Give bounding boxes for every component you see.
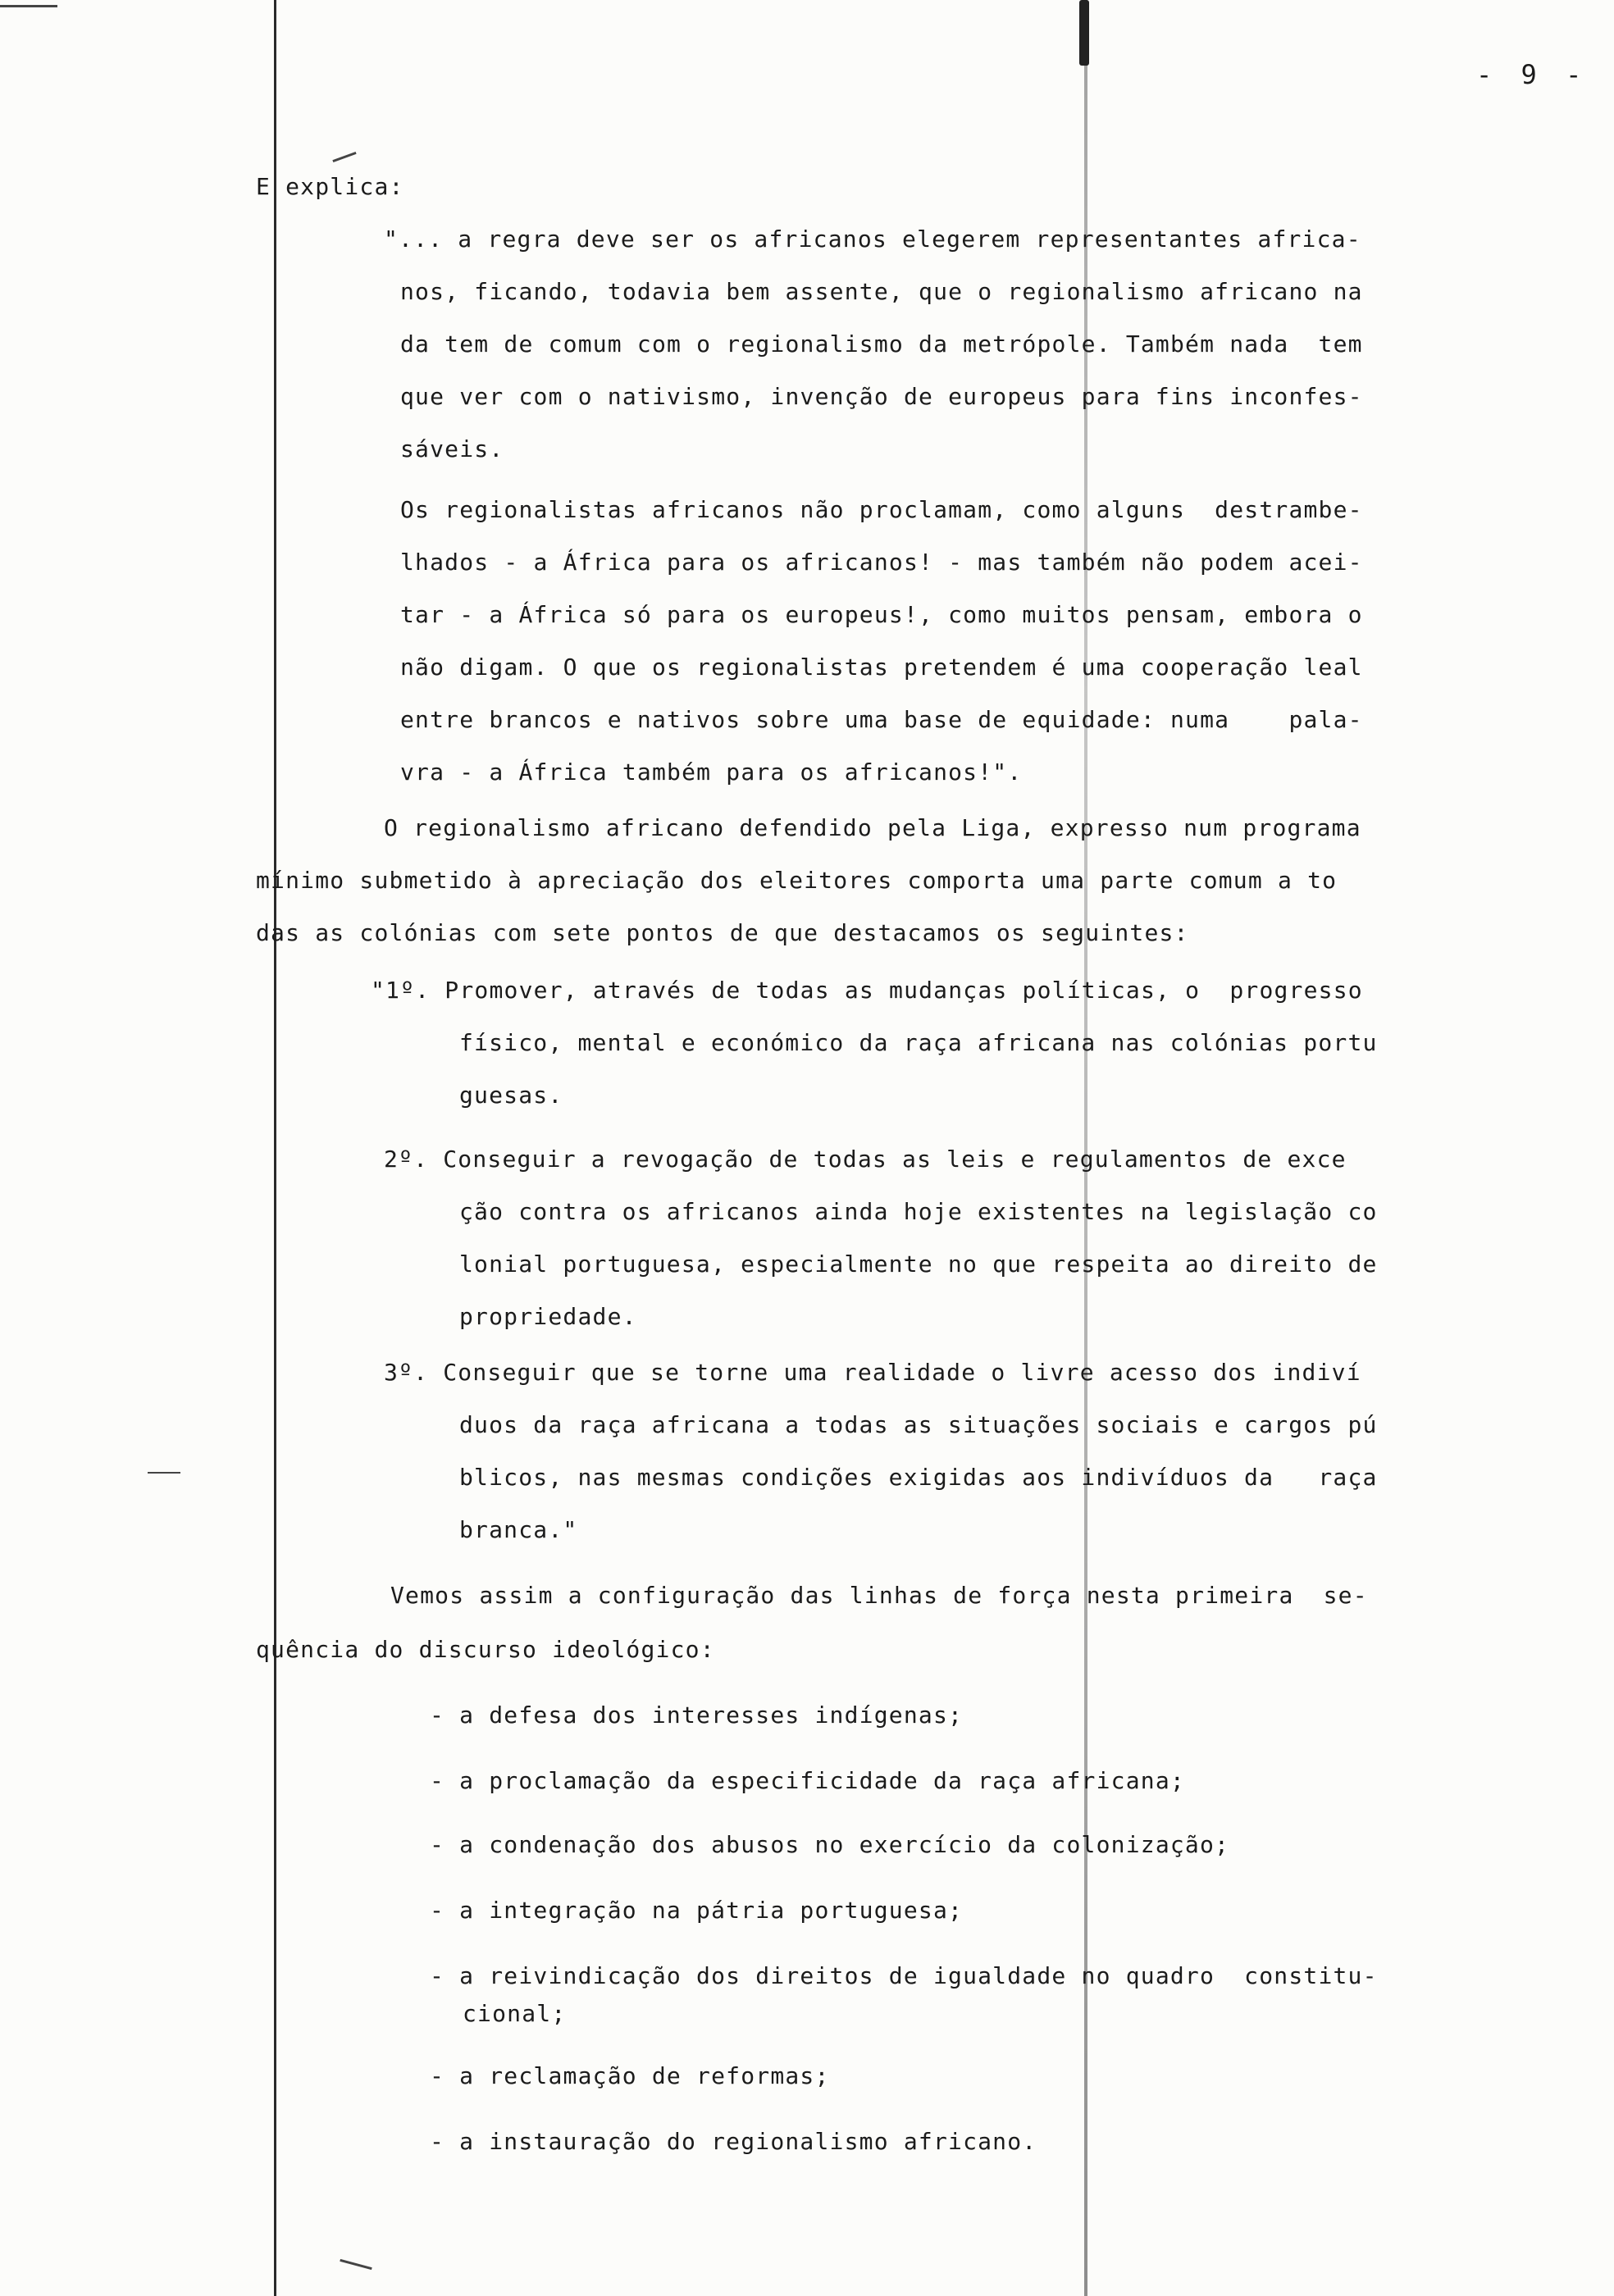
bullet-line: - a integração na pátria portuguesa; — [430, 1897, 964, 1924]
bullet-line: - a condenação dos abusos no exercício da colonização; — [430, 1831, 1230, 1858]
scan-fold-mark — [1079, 0, 1089, 66]
quote-line: sáveis. — [400, 435, 504, 462]
list-item-line: propriedade. — [459, 1303, 637, 1330]
quote-line: "... a regra deve ser os africanos elegerem representantes africa- — [384, 226, 1361, 253]
paragraph-line: O regionalismo africano defendido pela Liga, expresso num programa — [384, 814, 1361, 841]
bullet-line: - a proclamação da especificidade da raça africana; — [430, 1767, 1185, 1794]
quote-line: entre brancos e nativos sobre uma base de equidade: numa pala- — [400, 706, 1363, 733]
list-item-line: "1º. Promover, através de todas as mudanças políticas, o progresso — [371, 977, 1363, 1004]
list-item-line: branca." — [459, 1516, 578, 1543]
list-item-line: 2º. Conseguir a revogação de todas as leis e regulamentos de exce — [384, 1146, 1347, 1173]
list-item-line: 3º. Conseguir que se torne uma realidade o livre acesso dos indiví — [384, 1359, 1361, 1386]
list-item-line: guesas. — [459, 1082, 563, 1109]
bullet-line: cional; — [463, 2000, 567, 2027]
bullet-line: - a reivindicação dos direitos de igualdade no quadro constitu- — [430, 1962, 1378, 1989]
margin-line — [274, 0, 276, 2296]
list-item-line: blicos, nas mesmas condições exigidas aos indivíduos da raça — [459, 1464, 1378, 1491]
scan-mark-mid — [148, 1472, 180, 1474]
paragraph-line: Vemos assim a configuração das linhas de força nesta primeira se- — [390, 1582, 1368, 1609]
list-item-line: ção contra os africanos ainda hoje existentes na legislação co — [459, 1198, 1378, 1225]
text-line: E explica: — [256, 173, 404, 200]
quote-line: tar - a África só para os europeus!, como muitos pensam, embora o — [400, 601, 1363, 628]
paragraph-line: quência do discurso ideológico: — [256, 1636, 715, 1663]
quote-line: lhados - a África para os africanos! - mas também não podem acei- — [400, 549, 1363, 576]
list-item-line: físico, mental e económico da raça africana nas colónias portu — [459, 1029, 1378, 1056]
quote-line: Os regionalistas africanos não proclamam, como alguns destrambe- — [400, 496, 1363, 523]
quote-line: vra - a África também para os africanos!". — [400, 758, 1023, 786]
page-number: - 9 - — [1476, 59, 1589, 90]
paragraph-line: das as colónias com sete pontos de que destacamos os seguintes: — [256, 919, 1189, 946]
bullet-line: - a reclamação de reformas; — [430, 2062, 830, 2089]
quote-line: da tem de comum com o regionalismo da metrópole. Também nada tem — [400, 330, 1363, 358]
paragraph-line: mínimo submetido à apreciação dos eleitores comporta uma parte comum a to — [256, 867, 1338, 894]
bullet-line: - a instauração do regionalismo africano. — [430, 2128, 1037, 2155]
scan-mark-bottom — [340, 2259, 372, 2270]
quote-line: que ver com o nativismo, invenção de europeus para fins inconfes- — [400, 383, 1363, 410]
quote-line: nos, ficando, todavia bem assente, que o regionalismo africano na — [400, 278, 1363, 305]
list-item-line: duos da raça africana a todas as situações sociais e cargos pú — [459, 1411, 1378, 1438]
bullet-line: - a defesa dos interesses indígenas; — [430, 1702, 964, 1729]
list-item-line: lonial portuguesa, especialmente no que respeita ao direito de — [459, 1250, 1378, 1278]
scan-mark-top-left — [0, 5, 57, 7]
quote-line: não digam. O que os regionalistas pretendem é uma cooperação leal — [400, 654, 1363, 681]
scan-mark-left — [332, 152, 356, 162]
